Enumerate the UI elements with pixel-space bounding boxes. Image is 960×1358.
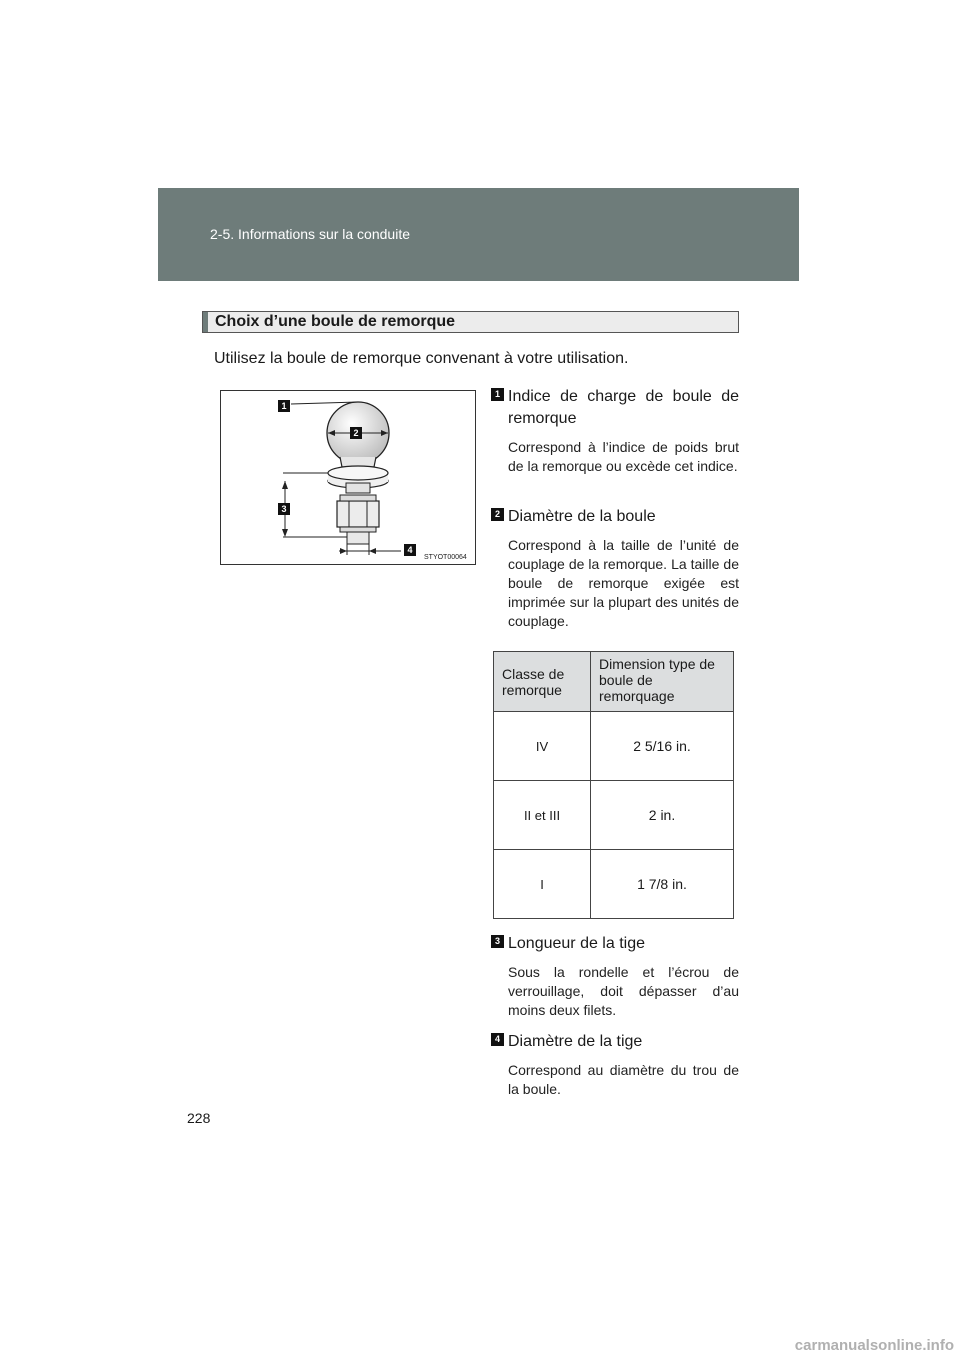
figure-label-3: 3: [278, 503, 290, 515]
figure-code: STYOT00064: [424, 554, 467, 561]
figure-label-4: 4: [404, 544, 416, 556]
table-header-ball-size: Dimension type de boule de remorquage: [591, 652, 734, 712]
table-cell: II et III: [494, 781, 591, 850]
watermark: carmanualsonline.info: [794, 1337, 954, 1354]
table-cell: 2 5/16 in.: [591, 712, 734, 781]
item-title: Diamètre de la boule: [508, 508, 656, 525]
header-band: [158, 188, 799, 281]
intro-text: Utilisez la boule de remorque convenant à votre utilisation.: [214, 350, 629, 367]
item-shank-diameter: [491, 1031, 739, 1099]
table-header-trailer-class: Classe de remorque: [494, 652, 591, 712]
item-description: Sous la rondelle et l’écrou de verrouillage, doit dépasser d’au moins deux filets.: [508, 964, 739, 1018]
item-description: Correspond au diamètre du trou de la boule.: [508, 1062, 739, 1097]
table-cell: I: [494, 850, 591, 919]
item-description: Correspond à l’indice de poids brut de la remorque ou excède cet indice.: [508, 439, 739, 474]
item-number-badge: 1: [491, 388, 504, 401]
figure-label-2: 2: [350, 427, 362, 439]
table-cell: 2 in.: [591, 781, 734, 850]
table-cell: IV: [494, 712, 591, 781]
table-cell: 1 7/8 in.: [591, 850, 734, 919]
table-header-row: [494, 652, 734, 712]
table-row: [494, 850, 734, 919]
item-title: Diamètre de la tige: [508, 1033, 643, 1050]
section-heading: Choix d’une boule de remorque: [202, 311, 739, 333]
item-description: Correspond à la taille de l’unité de couplage de la remorque. La taille de boule de remorque exigée est imprimée sur la plupart des unités de couplage.: [508, 537, 739, 629]
item-ball-load-rating: [491, 386, 739, 476]
item-title: Longueur de la tige: [508, 935, 645, 952]
table-row: [494, 781, 734, 850]
item-ball-diameter: [491, 506, 739, 631]
tow-ball-figure: [220, 390, 476, 565]
item-number-badge: 3: [491, 935, 504, 948]
tow-ball-drawing: [221, 391, 475, 564]
item-title: Indice de charge de boule de remorque: [508, 388, 739, 427]
table-row: [494, 712, 734, 781]
item-shank-length: [491, 933, 739, 1020]
figure-label-1: 1: [278, 400, 290, 412]
page-number: 228: [187, 1110, 211, 1126]
item-number-badge: 2: [491, 508, 504, 521]
ball-size-table: [493, 651, 734, 919]
breadcrumb: 2-5. Informations sur la conduite: [210, 226, 410, 242]
item-number-badge: 4: [491, 1033, 504, 1046]
